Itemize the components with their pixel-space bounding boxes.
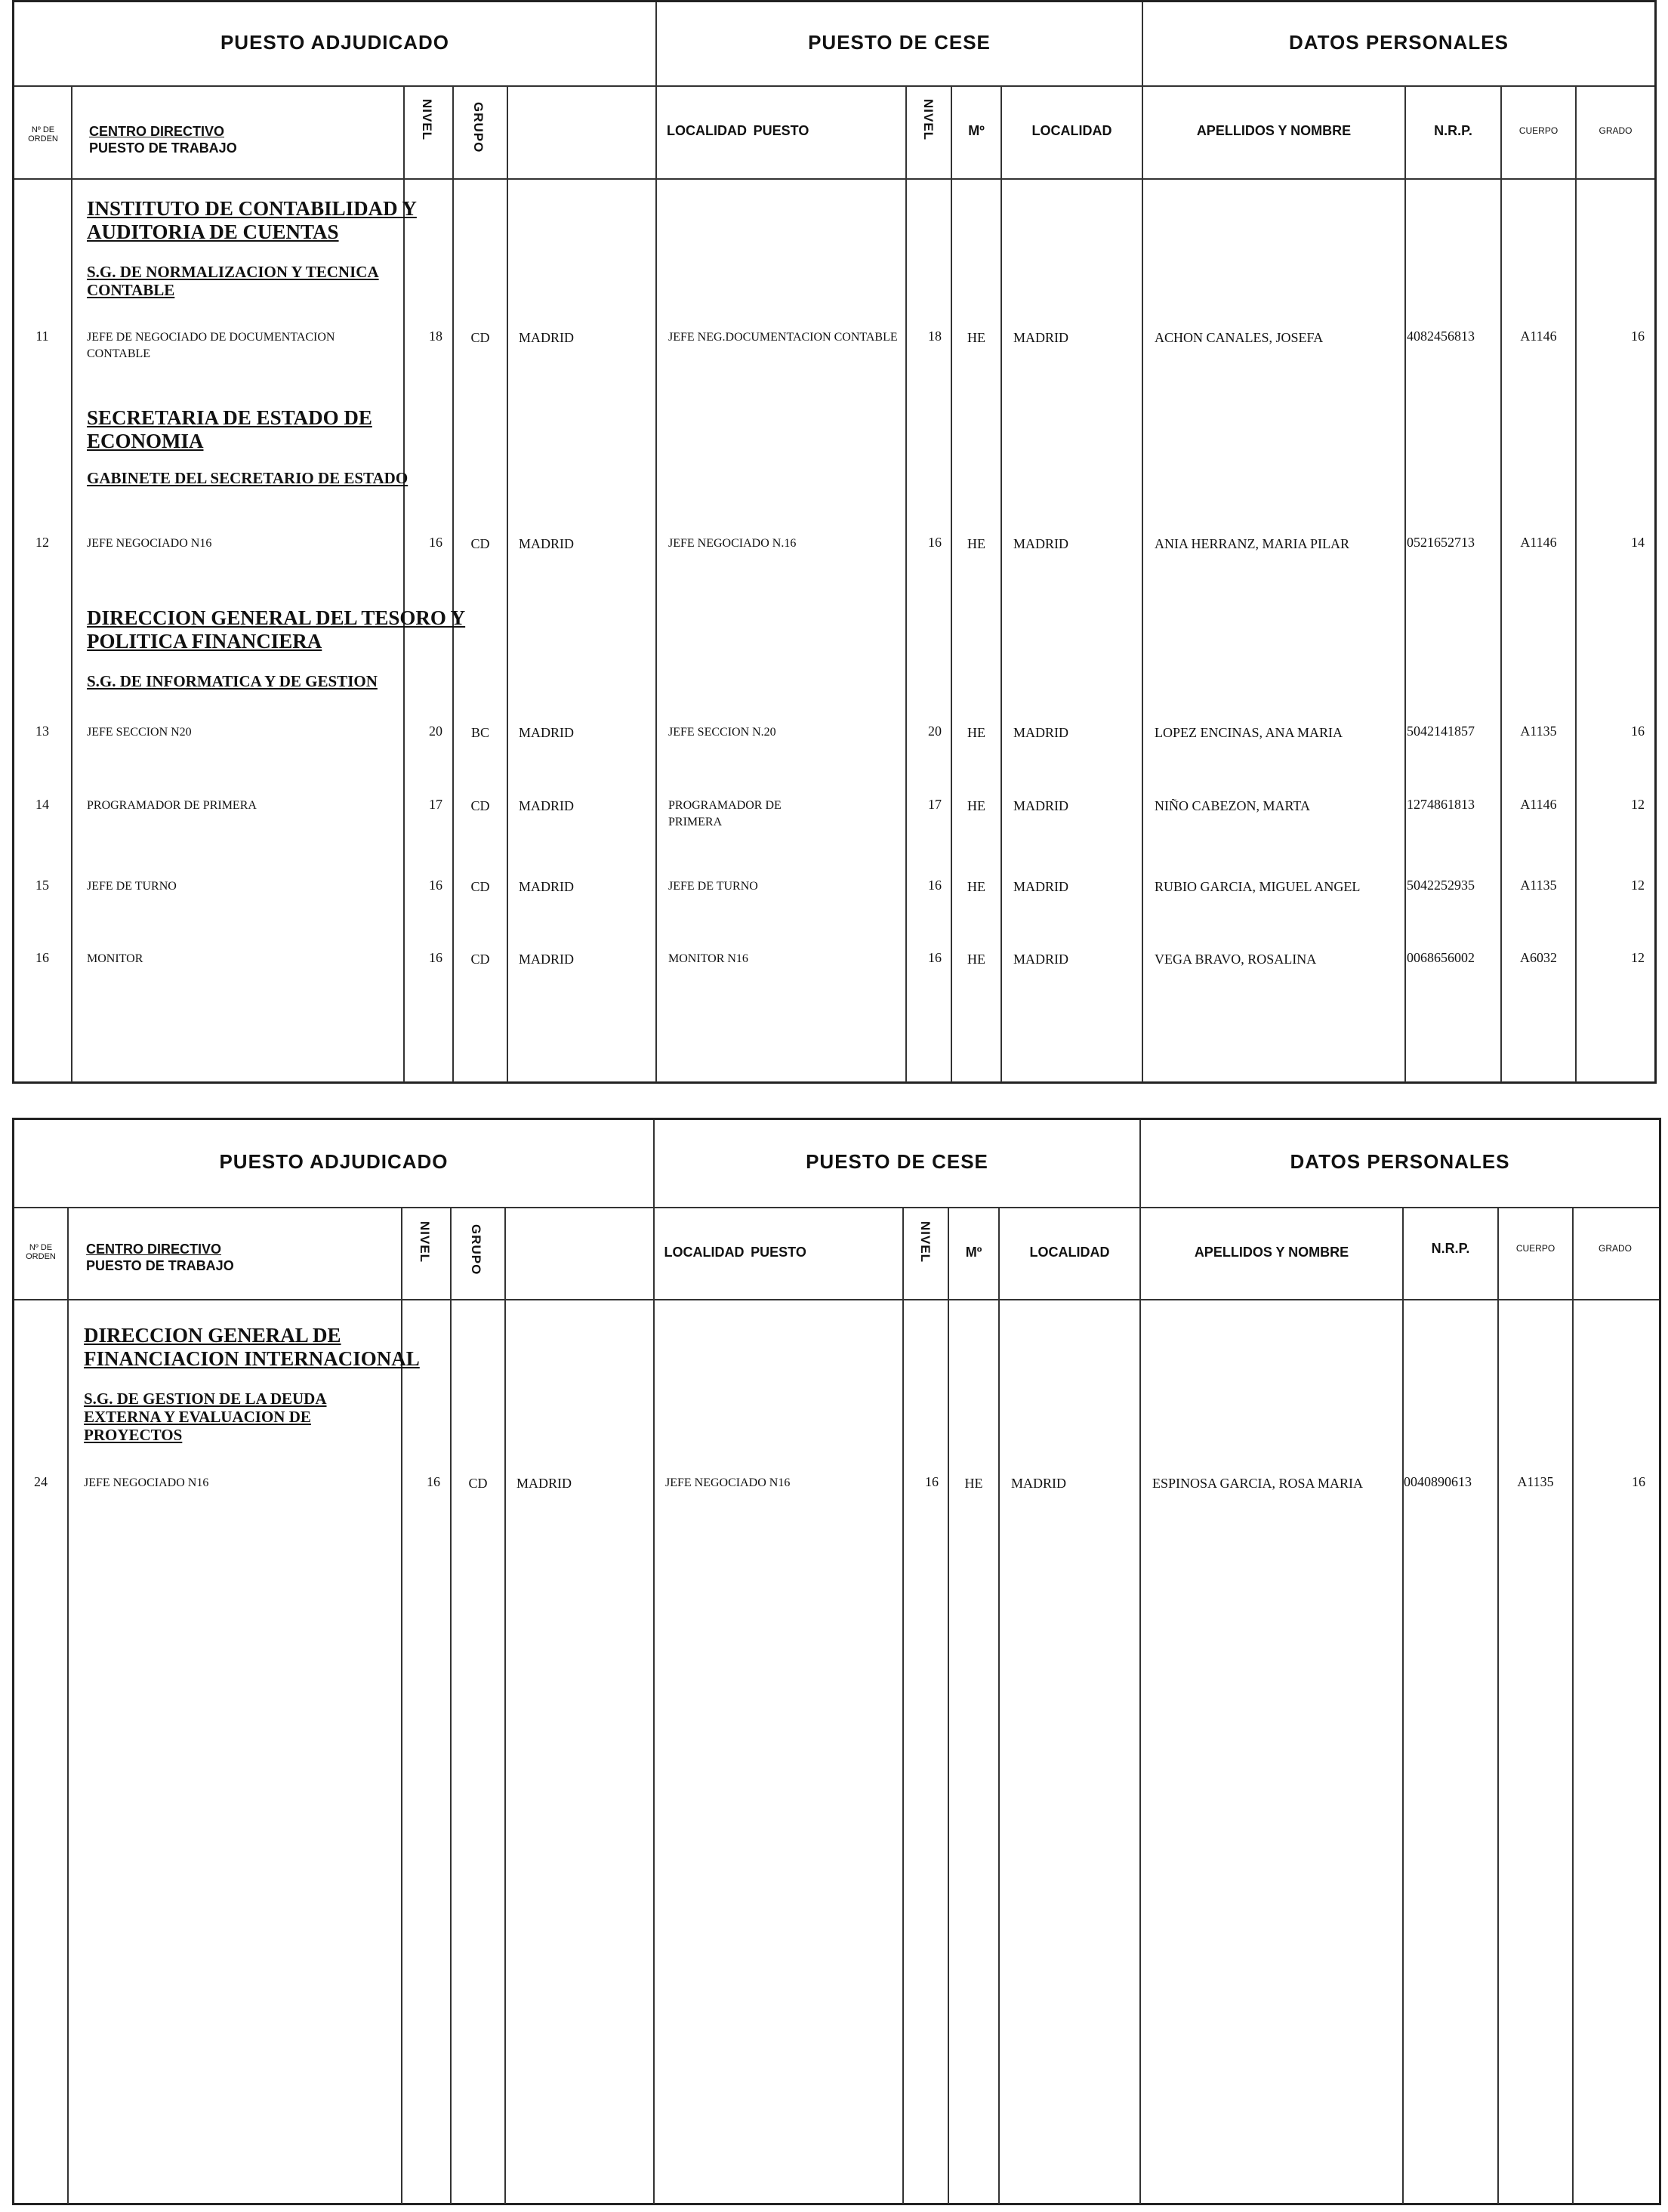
row-grado: 12 [1631,797,1645,812]
row-localidad-cese: MADRID [1011,1476,1067,1491]
section-header-rule [14,85,1654,87]
row-grupo: BC [470,725,489,740]
row-nivel: 18 [429,329,442,344]
row-localidad-cese: MADRID [1013,879,1069,894]
row-cuerpo: A1135 [1520,723,1557,739]
header-localidad: LOCALIDAD [667,123,747,138]
column-divider [1404,85,1406,1082]
column-divider [1575,85,1577,1082]
section-divider [1142,2,1143,1082]
row-orden: 15 [35,878,49,893]
org-heading: SECRETARIA DE ESTADO DE ECONOMIA [87,406,372,453]
row-nrp: 5042252935 [1407,878,1475,893]
row-puesto-cese: MONITOR N16 [668,952,748,965]
column-header-rule [14,178,1654,180]
column-divider [450,1207,452,2204]
header-cuerpo: CUERPO [1515,1243,1555,1254]
section-title-personales: DATOS PERSONALES [1289,31,1509,54]
row-localidad: MADRID [519,725,575,740]
row-nivel: 17 [429,797,442,812]
column-divider [998,1207,1000,2204]
row-puesto-cese: JEFE DE TURNO [668,880,758,893]
column-divider [67,1207,69,2204]
row-orden: 14 [35,797,49,812]
column-divider [905,85,907,1082]
header-orden-line2: ORDEN [28,134,58,143]
column-divider [951,85,952,1082]
row-orden: 12 [35,535,49,550]
column-divider [1497,1207,1499,2204]
row-orden: 16 [35,950,49,965]
header-localidad: LOCALIDAD [664,1245,745,1260]
row-localidad-cese: MADRID [1013,330,1069,345]
row-puesto-trabajo: MONITOR [87,952,143,965]
row-m: HE [967,725,985,740]
row-puesto-cese: JEFE SECCION N.20 [668,726,776,739]
header-centro-directivo-label: CENTRO DIRECTIVO [86,1242,222,1257]
row-cuerpo: A1146 [1520,797,1557,812]
row-nivel: 16 [429,535,442,550]
row-grupo: CD [470,536,490,551]
row-cuerpo: A1135 [1520,878,1557,893]
header-puesto-cese: PUESTO [751,1245,806,1260]
row-cuerpo: A1135 [1517,1474,1554,1489]
row-localidad-cese: MADRID [1013,725,1069,740]
header-apellidos: APELLIDOS Y NOMBRE [1194,1245,1349,1260]
row-grupo: CD [470,952,490,967]
column-divider [504,1207,506,2204]
section-title-adjudicado: PUESTO ADJUDICADO [219,1150,449,1173]
section-divider [653,1120,655,2204]
row-puesto-trabajo: JEFE SECCION N20 [87,726,192,739]
row-grupo: CD [470,879,490,894]
row-grado: 12 [1631,950,1645,965]
header-grado: GRADO [1598,1243,1632,1254]
header-puesto-trabajo-label: PUESTO DE TRABAJO [89,140,237,156]
row-puesto-trabajo: PROGRAMADOR DE PRIMERA [87,799,257,812]
row-localidad: MADRID [516,1476,572,1491]
row-m: HE [967,330,985,345]
row-nrp: 0068656002 [1407,950,1475,965]
row-cuerpo: A6032 [1520,950,1557,965]
row-nrp: 0521652713 [1407,535,1475,550]
row-localidad-cese: MADRID [1013,536,1069,551]
section-title-cese: PUESTO DE CESE [806,1150,988,1173]
section-title-personales: DATOS PERSONALES [1290,1150,1510,1173]
org-subheading: S.G. DE NORMALIZACION Y TECNICA CONTABLE [87,263,379,300]
row-localidad-cese: MADRID [1013,798,1069,813]
row-nrp: 4082456813 [1407,329,1475,344]
column-divider [1402,1207,1404,2204]
section-divider [655,2,657,1082]
header-nrp: N.R.P. [1434,123,1472,138]
row-m: HE [967,952,985,967]
header-centro-directivo-label: CENTRO DIRECTIVO [89,124,225,139]
row-nrp: 0040890613 [1404,1474,1472,1489]
row-m: HE [964,1476,983,1491]
header-orden-line1: Nº DE [31,125,55,134]
form-table-2 [12,1118,1661,2205]
org-subheading: S.G. DE GESTION DE LA DEUDA EXTERNA Y EVALUACION DE PROYECTOS [84,1390,327,1445]
row-cuerpo: A1146 [1520,535,1557,550]
org-heading: DIRECCION GENERAL DE FINANCIACION INTERNACIONAL [84,1324,420,1371]
row-nombre: ACHON CANALES, JOSEFA [1155,330,1324,345]
row-m: HE [967,536,985,551]
row-puesto-cese: JEFE NEG.DOCUMENTACION CONTABLE [668,331,898,344]
row-grado: 14 [1631,535,1645,550]
row-localidad: MADRID [519,330,575,345]
row-nivel-cese: 18 [928,329,942,344]
row-puesto-cese: PROGRAMADOR DE PRIMERA [668,799,782,828]
row-puesto-trabajo: JEFE NEGOCIADO N16 [87,537,212,550]
header-m: Mº [965,1245,982,1260]
header-nivel-cese: NIVEL [918,1221,933,1263]
row-grupo: CD [470,798,490,813]
header-centro-directivo [89,123,237,156]
header-apellidos: APELLIDOS Y NOMBRE [1196,123,1352,138]
column-divider [1500,85,1502,1082]
row-nivel: 20 [429,723,442,739]
header-orden-line1: Nº DE [29,1243,53,1252]
header-nivel: NIVEL [420,99,434,141]
header-grupo: GRUPO [471,102,486,153]
org-heading: DIRECCION GENERAL DEL TESORO Y POLITICA FINANCIERA [87,606,466,653]
row-orden: 24 [34,1474,48,1489]
row-nombre: NIÑO CABEZON, MARTA [1155,798,1310,813]
row-grado: 12 [1631,878,1645,893]
row-nivel-cese: 16 [928,535,942,550]
org-heading: INSTITUTO DE CONTABILIDAD Y AUDITORIA DE CUENTAS [87,197,417,244]
header-cuerpo: CUERPO [1518,125,1559,136]
row-nivel-cese: 16 [928,878,942,893]
row-orden: 13 [35,723,49,739]
header-nivel: NIVEL [418,1221,432,1263]
row-nivel-cese: 16 [925,1474,939,1489]
org-subheading: S.G. DE INFORMATICA Y DE GESTION [87,672,378,690]
section-title-adjudicado: PUESTO ADJUDICADO [220,31,450,54]
row-grado: 16 [1631,329,1645,344]
column-divider [452,85,454,1082]
column-divider [902,1207,904,2204]
header-orden [16,1243,66,1261]
row-localidad: MADRID [519,536,575,551]
header-puesto-cese: PUESTO [753,123,809,138]
column-header-rule [14,1299,1659,1300]
header-localidad-cese: LOCALIDAD [1029,1245,1110,1260]
header-grupo: GRUPO [469,1224,483,1276]
column-divider [71,85,72,1082]
row-puesto-cese: JEFE NEGOCIADO N16 [665,1476,791,1489]
row-nrp: 1274861813 [1407,797,1475,812]
header-localidad-cese: LOCALIDAD [1031,123,1112,138]
row-nivel-cese: 20 [928,723,942,739]
row-puesto-trabajo: JEFE DE NEGOCIADO DE DOCUMENTACION CONTABLE [87,331,335,360]
row-nombre: LOPEZ ENCINAS, ANA MARIA [1155,725,1343,740]
column-divider [1572,1207,1574,2204]
section-header-rule [14,1207,1659,1208]
row-cuerpo: A1146 [1520,329,1557,344]
row-puesto-trabajo: JEFE NEGOCIADO N16 [84,1476,209,1489]
row-nombre: VEGA BRAVO, ROSALINA [1155,952,1317,967]
form-table-1 [12,0,1657,1084]
row-nivel: 16 [429,950,442,965]
row-nombre: RUBIO GARCIA, MIGUEL ANGEL [1155,879,1361,894]
section-title-cese: PUESTO DE CESE [808,31,991,54]
row-orden: 11 [35,329,49,344]
row-nombre: ESPINOSA GARCIA, ROSA MARIA [1152,1476,1364,1491]
header-nivel-cese: NIVEL [921,99,936,141]
section-divider [1139,1120,1141,2204]
header-orden-line2: ORDEN [26,1252,56,1261]
header-m: Mº [968,123,985,138]
header-orden [17,125,69,143]
row-nivel: 16 [429,878,442,893]
row-grupo: CD [470,330,490,345]
row-localidad: MADRID [519,952,575,967]
org-subheading: GABINETE DEL SECRETARIO DE ESTADO [87,469,409,487]
row-localidad-cese: MADRID [1013,952,1069,967]
row-puesto-trabajo: JEFE DE TURNO [87,880,177,893]
row-nivel-cese: 17 [928,797,942,812]
row-nrp: 5042141857 [1407,723,1475,739]
row-grado: 16 [1632,1474,1645,1489]
row-puesto-cese: JEFE NEGOCIADO N.16 [668,537,797,550]
row-nivel-cese: 16 [928,950,942,965]
row-m: HE [967,879,985,894]
column-divider [1000,85,1002,1082]
column-divider [948,1207,949,2204]
row-nombre: ANIA HERRANZ, MARIA PILAR [1155,536,1350,551]
row-grupo: CD [468,1476,488,1491]
row-m: HE [967,798,985,813]
column-divider [507,85,508,1082]
header-nrp: N.R.P. [1431,1241,1470,1256]
row-nivel: 16 [427,1474,440,1489]
row-localidad: MADRID [519,798,575,813]
header-puesto-trabajo-label: PUESTO DE TRABAJO [86,1258,234,1273]
row-localidad: MADRID [519,879,575,894]
header-centro-directivo [86,1241,234,1274]
row-grado: 16 [1631,723,1645,739]
header-grado: GRADO [1599,125,1633,136]
